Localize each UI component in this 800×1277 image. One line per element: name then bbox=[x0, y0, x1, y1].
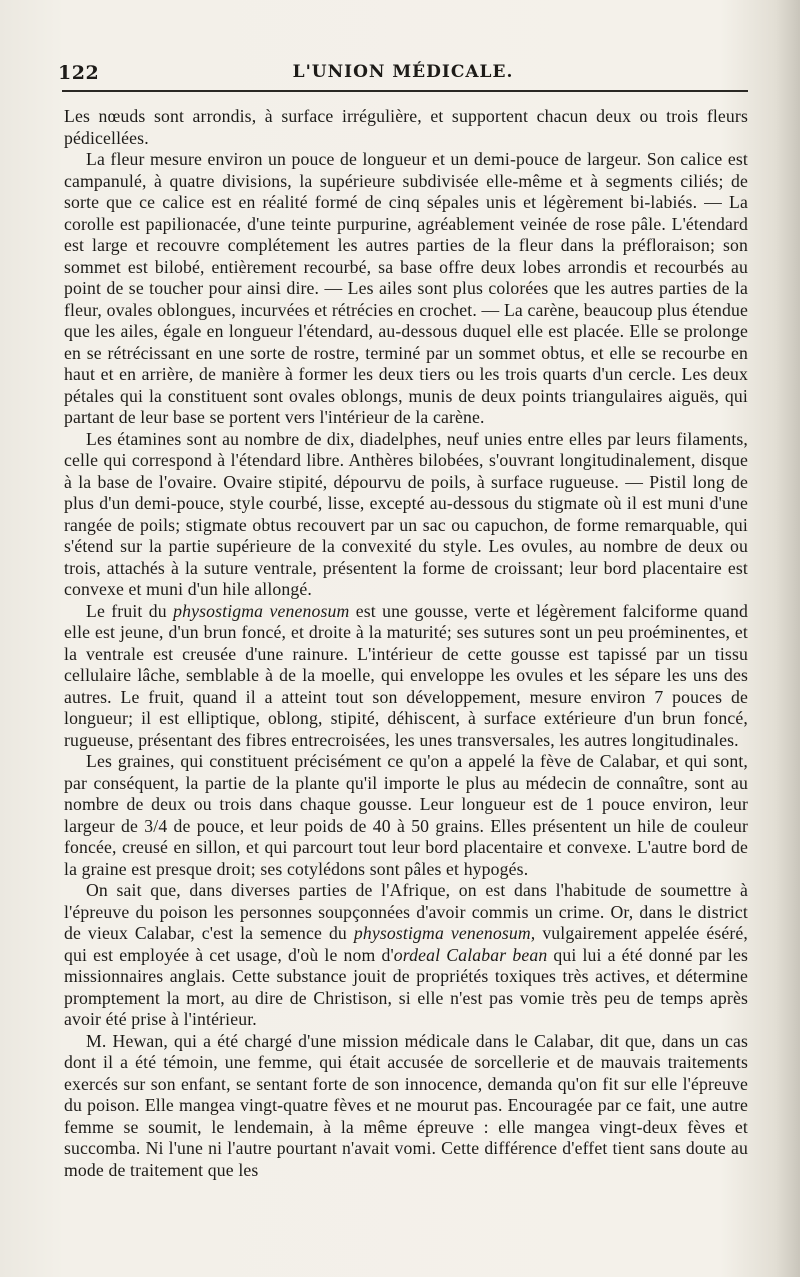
page-number: 122 bbox=[58, 62, 100, 84]
text-run: vulgairement appelée éséré, qui est employée à cet usage, d'où le nom d' bbox=[64, 923, 748, 965]
paragraph-p1 bbox=[64, 106, 748, 149]
text-run: La fleur mesure environ un pouce de longueur et un demi-pouce de largeur. Son calice est campanulé, à quatre divisions, la supérieure subdivisée elle-même et à segments ciliés; de sorte que ce calice est en réalité formé de cinq sépales unis et légèrement bi-labiés. — La corolle est papilionacée, d'une teinte purpurine, agréablement veinée de rose pâle. L'étendard est large et recouvre complétement les autres parties de la fleur dans la préfloraison; son sommet est bilobé, entièrement recourbé, sa base offre deux lobes arrondis et recourbés au point de se toucher pour ainsi dire. — Les ailes sont plus colorées que les autres parties de la fleur, ovales oblongues, incurvées et rétrécies en crochet. — La carène, beaucoup plus étendue que les ailes, égale en longueur l'étendard, au-dessous duquel elle est placée. Elle se prolonge en se rétrécissant en une sorte de rostre, terminé par un sommet obtus, et elle se recourbe en haut et en arrière, de manière à former les deux tiers ou les trois quarts d'un cercle. Les deux pétales qui la constituent sont ovales oblongs, munis de deux points triangulaires aiguës, qui partant de leur base se portent vers l'intérieur de la carène. bbox=[64, 149, 748, 427]
paragraph-p5 bbox=[64, 751, 748, 880]
italic-term: physostigma venenosum bbox=[173, 600, 350, 621]
text-run: Le fruit du bbox=[86, 600, 174, 621]
text-run: Les nœuds sont arrondis, à surface irrégulière, et supportent chacun deux ou trois fleurs pédicellées. bbox=[64, 106, 748, 148]
paragraph-p4 bbox=[64, 601, 748, 752]
italic-term: ordeal Calabar bean bbox=[393, 944, 548, 965]
paragraph-p7 bbox=[64, 1031, 748, 1182]
page-header bbox=[58, 58, 748, 88]
paragraph-p3 bbox=[64, 429, 748, 601]
article-body bbox=[64, 106, 748, 1181]
running-head: L'UNION MÉDICALE. bbox=[292, 62, 514, 82]
paragraph-p2 bbox=[64, 149, 748, 429]
text-run: Les étamines sont au nombre de dix, diadelphes, neuf unies entre elles par leurs filaments, celle qui correspond à l'étendard libre. Anthères bilobées, s'ouvrant longitudinalement, disque à la base de l'ovaire. Ovaire stipité, dépourvu de poils, à surface rugueuse. — Pistil long de plus d'un demi-pouce, style courbé, lisse, excepté au-dessous du stigmate où il est muni d'une rangée de poils; stigmate obtus recouvert par un sac ou capuchon, de forme remarquable, qui s'étend sur la partie supérieure de la convexité du style. Les ovules, au nombre de deux ou trois, attachés à la suture ventrale, présentent la forme de croissant; leur bord placentaire est convexe et muni d'un hile allongé. bbox=[64, 428, 748, 599]
text-run: est une gousse, verte et légèrement falciforme quand elle est jeune, d'un brun foncé, et droite à la maturité; ses sutures sont un peu proéminentes, et la ventrale est creusée d'une rainure. L'intérieur de cette gousse est tapissé par un tissu cellulaire lâche, semblable à de la moelle, qui enveloppe les ovules et les sépare les uns des autres. Le fruit, quand il a atteint tout son développement, mesure environ 7 pouces de longueur; il est elliptique, oblong, stipité, déhiscent, à surface extérieure d'un brun foncé, rugueuse, présentant des fibres entrecroisées, les unes transversales, les autres longitudinales. bbox=[64, 600, 749, 750]
paragraph-p6 bbox=[64, 880, 748, 1031]
text-run: On sait que, dans diverses parties de l'Afrique, on est dans l'habitude de soumettre à l'épreuve du poison les personnes soupçonnées d'avoir commis un crime. Or, dans le district de vieux Calabar, c'est la semence du bbox=[64, 880, 748, 943]
header-rule bbox=[62, 90, 748, 92]
text-run: Les graines, qui constituent précisément ce qu'on a appelé la fève de Calabar, et qui sont, par conséquent, la partie de la plante qu'il importe le plus au médecin de connaître, sont au nombre de deux ou trois dans chaque gousse. Leur longueur est de 1 pouce environ, leur largeur de 3/4 de pouce, et leur poids de 40 à 50 grains. Elles présentent un hile de couleur foncée, creusé en sillon, et qui parcourt tout leur bord placentaire et convexe. L'autre bord de la graine est presque droit; ses cotylédons sont pâles et hypogés. bbox=[64, 751, 748, 879]
text-run: qui lui a été donné par les missionnaires anglais. Cette substance jouit de propriétés toxiques très actives, et détermine promptement la mort, au dire de Christison, si elle n'est pas vomie très peu de temps après avoir été prise à l'intérieur. bbox=[64, 944, 748, 1029]
italic-term: physostigma venenosum, bbox=[353, 923, 536, 943]
text-run: M. Hewan, qui a été chargé d'une mission médicale dans le Calabar, dit que, dans un cas dont il a été témoin, une femme, qui était accusée de sorcellerie et de mauvais traitements exercés sur son enfant, se sentant forte de son innocence, demanda qu'on fit sur elle l'épreuve du poison. Elle mangea vingt-quatre fèves et ne mourut pas. Encouragée par ce fait, une autre femme se soumit, le lendemain, à la même épreuve : elle mangea vingt-deux fèves et succomba. Ni l'une ni l'autre pourtant n'avait vomi. Cette différence d'effet tient sans doute au mode de traitement que les bbox=[64, 1030, 748, 1180]
